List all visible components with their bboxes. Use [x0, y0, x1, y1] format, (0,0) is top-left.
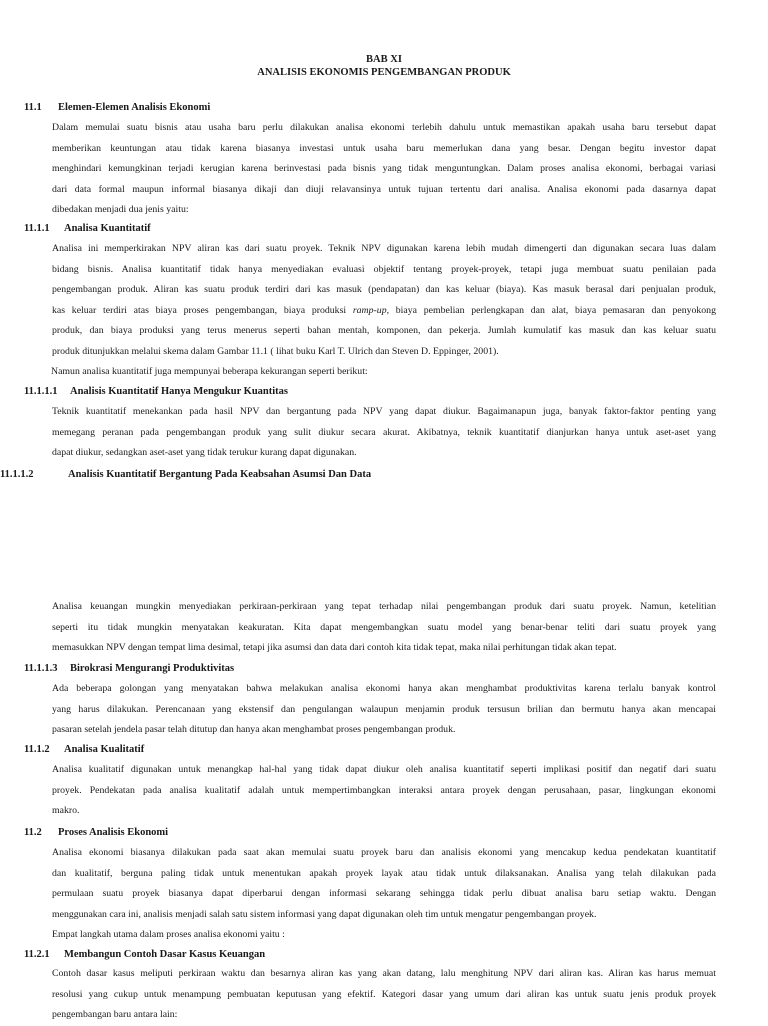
- paragraph-kuantitatif: [52, 239, 716, 383]
- heading-label: Birokrasi Mengurangi Produktivitas: [70, 663, 235, 674]
- text-line: Dalam memulai suatu bisnis atau usaha baru perlu dilakukan analisa ekonomi terlebih dahulu untuk memastikan apakah usaha baru tersebut dapat: [52, 122, 716, 133]
- text-line: Contoh dasar kasus meliputi perkiraan waktu dan besarnya aliran kas yang akan datang, lalu menghitung NPV dari aliran kas. Aliran kas harus memuat: [52, 968, 716, 979]
- text-line: resolusi yang cukup untuk menampung pembuatan keputusan yang efektif. Kategori dasar yang umum dari aliran kas untuk suatu jenis produk proyek: [52, 988, 716, 1000]
- heading-number: 11.1.1.1: [24, 386, 58, 397]
- italic-term: ramp-up: [352, 304, 387, 316]
- heading-number: 11.1.2: [24, 744, 50, 755]
- paragraph-mengukur-kuantitas: [52, 402, 716, 464]
- text-line: produk ditunjukkan melalui skema dalam Gambar 11.1 ( lihat buku Karl T. Ulrich dan Steven D. Eppinger, 2001).: [52, 345, 499, 357]
- text-line: [52, 301, 716, 322]
- text-line: Analisa ekonomi biasanya dilakukan pada saat akan memulai suatu proyek baru dan analisis ekonomi yang mencakup kedua pendekatan kuantitatif: [52, 847, 716, 858]
- heading-number: 11.1.1.3: [24, 663, 58, 674]
- heading-11-1-1-1: [24, 385, 288, 399]
- heading-11-2: [24, 826, 168, 840]
- heading-label: Proses Analisis Ekonomi: [58, 827, 169, 838]
- heading-11-1-1-3: [24, 662, 234, 676]
- text-line: yang harus dilakukan. Perencanaan yang ekstensif dan pengulangan walaupun menjamin produk tersusun brilian dan bermutu hanya akan mencapai: [52, 703, 716, 715]
- text-line: memegang peranan pada pengembangan produk yang sulit diukur secara akurat. Akibatnya, teknik kuantitatif dianjurkan hanya untuk aset-aset yang: [52, 426, 716, 438]
- heading-11-2-1: [24, 948, 265, 962]
- text-line: dibedakan menjadi dua jenis yaitu:: [52, 204, 189, 215]
- paragraph-kualitatif: [52, 760, 716, 822]
- text-line: permulaan suatu proyek biasanya dapat diperbarui dengan informasi sekarang sehingga tidak perlu dibuat analisa baru setiap waktu. Dengan: [52, 888, 716, 899]
- text-line: dari data formal maupun informal biasanya dikaji dan diuji relavansinya untuk tujuan tertentu dari analisa. Analisa ekonomi pada dasarnya dapat: [52, 183, 716, 195]
- heading-label: Analisa Kualitatif: [64, 744, 145, 755]
- text-line: Analisa kualitatif digunakan untuk menangkap hal-hal yang tidak dapat diukur oleh analisa kuantitatif seperti implikasi positif dan negatif dari suatu: [52, 764, 716, 775]
- heading-label: Analisis Kuantitatif Bergantung Pada Keabsahan Asumsi Dan Data: [68, 469, 372, 480]
- heading-label: Elemen-Elemen Analisis Ekonomi: [58, 102, 211, 113]
- text-line: pengembangan produk. Aliran kas suatu produk terdiri dari kas masuk (pendapatan) dan kas keluar (biaya). Kas masuk berasal dari penjualan produk,: [52, 284, 716, 295]
- text-line: makro.: [52, 805, 80, 816]
- heading-11-1-1: [24, 222, 151, 236]
- text-line: dapat diukur, sedangkan aset-aset yang tidak terukur kurang dapat digunakan.: [52, 447, 357, 458]
- text-line: menggunakan cara ini, analisis menjadi salah satu sistem informasi yang dapat digunakan oleh tim untuk mengatur pengembangan proyek.: [52, 908, 597, 920]
- text-line: Empat langkah utama dalam proses analisa ekonomi yaitu :: [52, 929, 285, 940]
- paragraph-contoh-dasar: [52, 964, 716, 1026]
- heading-number: 11.1.1.2: [0, 469, 34, 480]
- heading-label: Analisa Kuantitatif: [64, 223, 151, 234]
- text-line: Teknik kuantitatif menekankan pada hasil NPV dan bergantung pada NPV yang dapat diukur. Bagaimanapun juga, banyak faktor-faktor penting yang: [52, 406, 716, 417]
- text-line: memasukkan NPV dengan tempat lima desimal, tetapi jika asumsi dan data dari contoh kita tidak tepat, maka nilai perhitungan tidak akan tepat.: [52, 642, 617, 653]
- paragraph-proses: [52, 843, 716, 946]
- text-line: dan kualitatif, berguna paling tidak untuk menentukan apakah proyek layak atau tidak untuk dilaksanakan. Analisa yang telah dilakukan pada: [52, 867, 716, 879]
- heading-number: 11.2.1: [24, 949, 50, 960]
- text-line: Analisa ini memperkirakan NPV aliran kas dari suatu proyek. Teknik NPV digunakan karena lebih mudah dimengerti dan digunakan secara luas dalam: [52, 243, 716, 254]
- text-segment: , biaya pembelian perlengkapan dan alat, biaya pemasaran dan penyokong: [386, 304, 716, 316]
- paragraph-keabsahan: [52, 597, 716, 659]
- paragraph-birokrasi: [52, 679, 716, 741]
- heading-number: 11.1.1: [24, 223, 50, 234]
- text-line: pengembangan baru antara lain:: [52, 1009, 178, 1020]
- paragraph-intro: [52, 118, 716, 221]
- text-line: menghindari kemungkinan terjadi kerugian karena berinvestasi pada bisnis yang tidak menguntungkan. Dalam proses analisa ekonomi, berbagai variasi: [52, 163, 716, 174]
- text-line: memberikan keuntungan atau tidak karena biasanya investasi untuk usaha baru memerlukan dana yang besar. Dengan begitu investor dapat: [52, 142, 716, 154]
- text-line: Analisa keuangan mungkin menyediakan perkiraan-perkiraan yang tepat terhadap nilai pengembangan produk dari suatu proyek. Namun, ketelitian: [52, 601, 716, 612]
- text-line: pasaran setelah jendela pasar telah ditutup dan hanya akan menghambat proses pengembangan produk.: [52, 724, 456, 735]
- heading-label: Analisis Kuantitatif Hanya Mengukur Kuantitas: [70, 386, 289, 397]
- text-segment: kas keluar terdiri atas biaya proses pengembangan, biaya produksi: [52, 304, 353, 316]
- text-line: Ada beberapa golongan yang menyatakan bahwa melakukan analisa ekonomi hanya akan menghambat produktivitas karena terlalu banyak kontrol: [52, 683, 716, 694]
- chapter-title: ANALISIS EKONOMIS PENGEMBANGAN PRODUK: [257, 67, 511, 78]
- text-line: seperti itu tidak mungkin menyatakan keakuratan. Kita dapat mengembangkan suatu model yang benar-benar teliti dari suatu proyek yang: [52, 621, 716, 633]
- heading-number: 11.2: [24, 827, 42, 838]
- heading-label: Membangun Contoh Dasar Kasus Keuangan: [64, 949, 266, 960]
- text-line: proyek. Pendekatan pada analisa kualitatif adalah untuk mempertimbangkan interaksi antara proyek dengan perusahaan, pasar, lingkungan ekonomi: [52, 784, 716, 796]
- heading-11-1: [24, 101, 210, 115]
- heading-11-1-1-2: [0, 468, 371, 482]
- text-line: bidang bisnis. Analisa kuantitatif tidak hanya menyediakan evaluasi objektif tentang proyek-proyek, tetapi juga membuat suatu penilaian pada: [52, 263, 716, 275]
- heading-number: 11.1: [24, 102, 42, 113]
- chapter-number: BAB XI: [366, 54, 402, 65]
- heading-11-1-2: [24, 743, 144, 757]
- text-line: produk, dan biaya produksi yang terus menerus seperti bahan mentah, komponen, dan pekerja. Jumlah kumulatif kas masuk dan kas keluar suatu: [52, 325, 716, 336]
- text-line: Namun analisa kuantitatif juga mempunyai beberapa kekurangan seperti berikut:: [51, 366, 368, 377]
